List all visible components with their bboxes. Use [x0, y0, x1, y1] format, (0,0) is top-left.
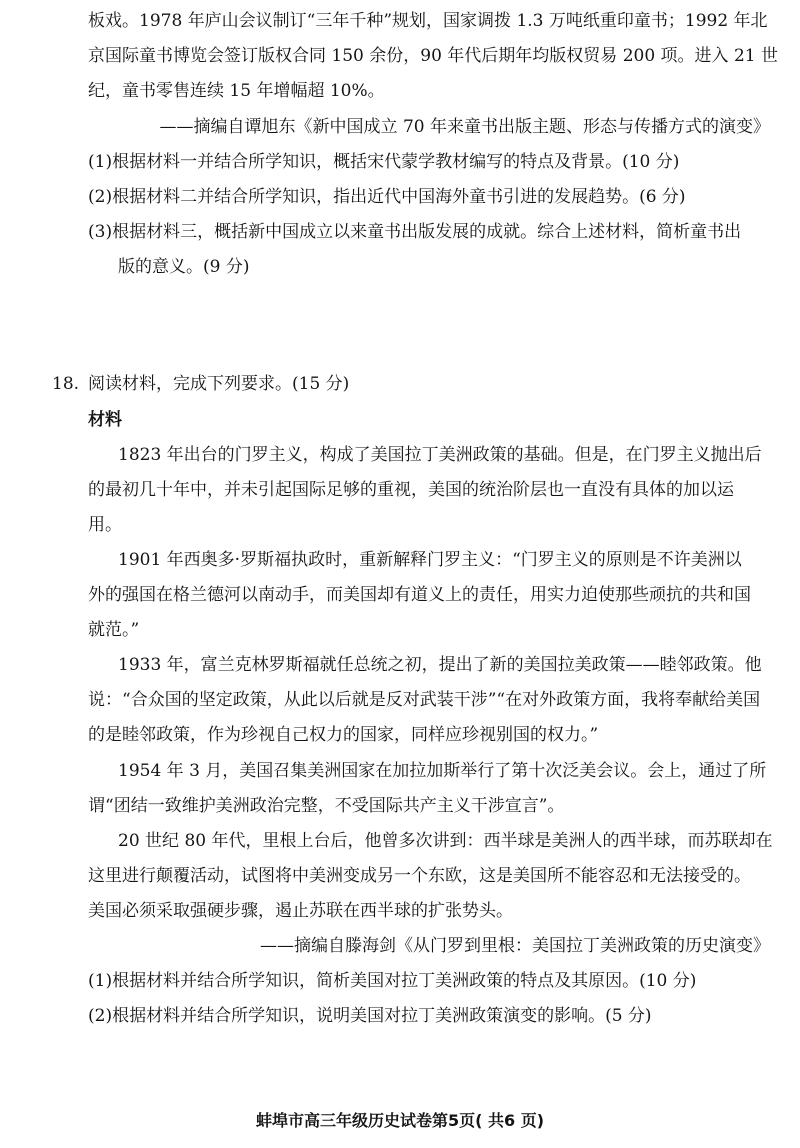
material-line: 美国必须采取强硬步骤，遏止苏联在西半球的扩张势头。 — [88, 901, 513, 921]
material-line: 1901 年西奥多·罗斯福执政时，重新解释门罗主义：“门罗主义的原则是不许美洲以 — [118, 550, 742, 570]
material-line: 的是睦邻政策，作为珍视自己权力的国家，同样应珍视别国的权力。” — [88, 725, 599, 745]
material-line: 说：“合众国的坚定政策，从此以后就是反对武装干涉”“在对外政策方面，我将奉献给美国 — [88, 690, 761, 710]
question-item: (2)根据材料并结合所学知识，说明美国对拉丁美洲政策演变的影响。(5 分) — [88, 1006, 652, 1026]
text-line: 纪，童书零售连续 15 年增幅超 10%。 — [88, 81, 385, 101]
question-item: (1)根据材料一并结合所学知识，概括宋代蒙学教材编写的特点及背景。(10 分) — [88, 152, 680, 172]
material-line: 1823 年出台的门罗主义，构成了美国拉丁美洲政策的基础。但是，在门罗主义抛出后 — [118, 445, 762, 465]
text-line: 板戏。1978 年庐山会议制订“三年千种”规划，国家调拨 1.3 万吨纸重印童书；1992 年北 — [88, 11, 768, 31]
material-line: 1933 年，富兰克林罗斯福就任总统之初，提出了新的美国拉美政策——睦邻政策。他 — [118, 655, 762, 675]
material-line: 20 世纪 80 年代，里根上台后，他曾多次讲到：西半球是美洲人的西半球，而苏联却在 — [118, 831, 773, 851]
source-reference: ——摘编自滕海剑《从门罗到里根：美国拉丁美洲政策的历史演变》 — [260, 936, 770, 956]
question-item: (3)根据材料三，概括新中国成立以来童书出版发展的成就。综合上述材料，简析童书出 — [88, 222, 742, 242]
text-line: 京国际童书博览会签订版权合同 150 余份，90 年代后期年均版权贸易 200 项。进入 21 世 — [88, 46, 778, 66]
material-line: 这里进行颠覆活动，试图将中美洲变成另一个东欧，这是美国所不能容忍和无法接受的。 — [88, 866, 751, 886]
material-line: 外的强国在格兰德河以南动手，而美国却有道义上的责任，用实力迫使那些顽抗的共和国 — [88, 585, 751, 605]
page-footer: 蚌埠市高三年级历史试卷第5页( 共6 页) — [255, 1111, 545, 1130]
question-number: 18. — [52, 374, 80, 394]
material-line: 用。 — [88, 515, 122, 535]
source-reference: ——摘编自谭旭东《新中国成立 70 年来童书出版主题、形态与传播方式的演变》 — [159, 117, 770, 137]
question-item-continuation: 版的意义。(9 分) — [118, 257, 250, 277]
question-item: (2)根据材料二并结合所学知识，指出近代中国海外童书引进的发展趋势。(6 分) — [88, 187, 686, 207]
material-line: 1954 年 3 月，美国召集美洲国家在加拉加斯举行了第十次泛美会议。会上，通过了所 — [118, 761, 767, 781]
question-prompt: 阅读材料，完成下列要求。(15 分) — [88, 374, 350, 394]
material-line: 谓“团结一致维护美洲政治完整，不受国际共产主义干涉宣言”。 — [88, 796, 565, 816]
material-line: 的最初几十年中，并未引起国际足够的重视，美国的统治阶层也一直没有具体的加以运 — [88, 480, 734, 500]
question-item: (1)根据材料并结合所学知识，简析美国对拉丁美洲政策的特点及其原因。(10 分) — [88, 971, 697, 991]
material-line: 就范。” — [88, 620, 140, 640]
material-label: 材料 — [88, 410, 122, 430]
